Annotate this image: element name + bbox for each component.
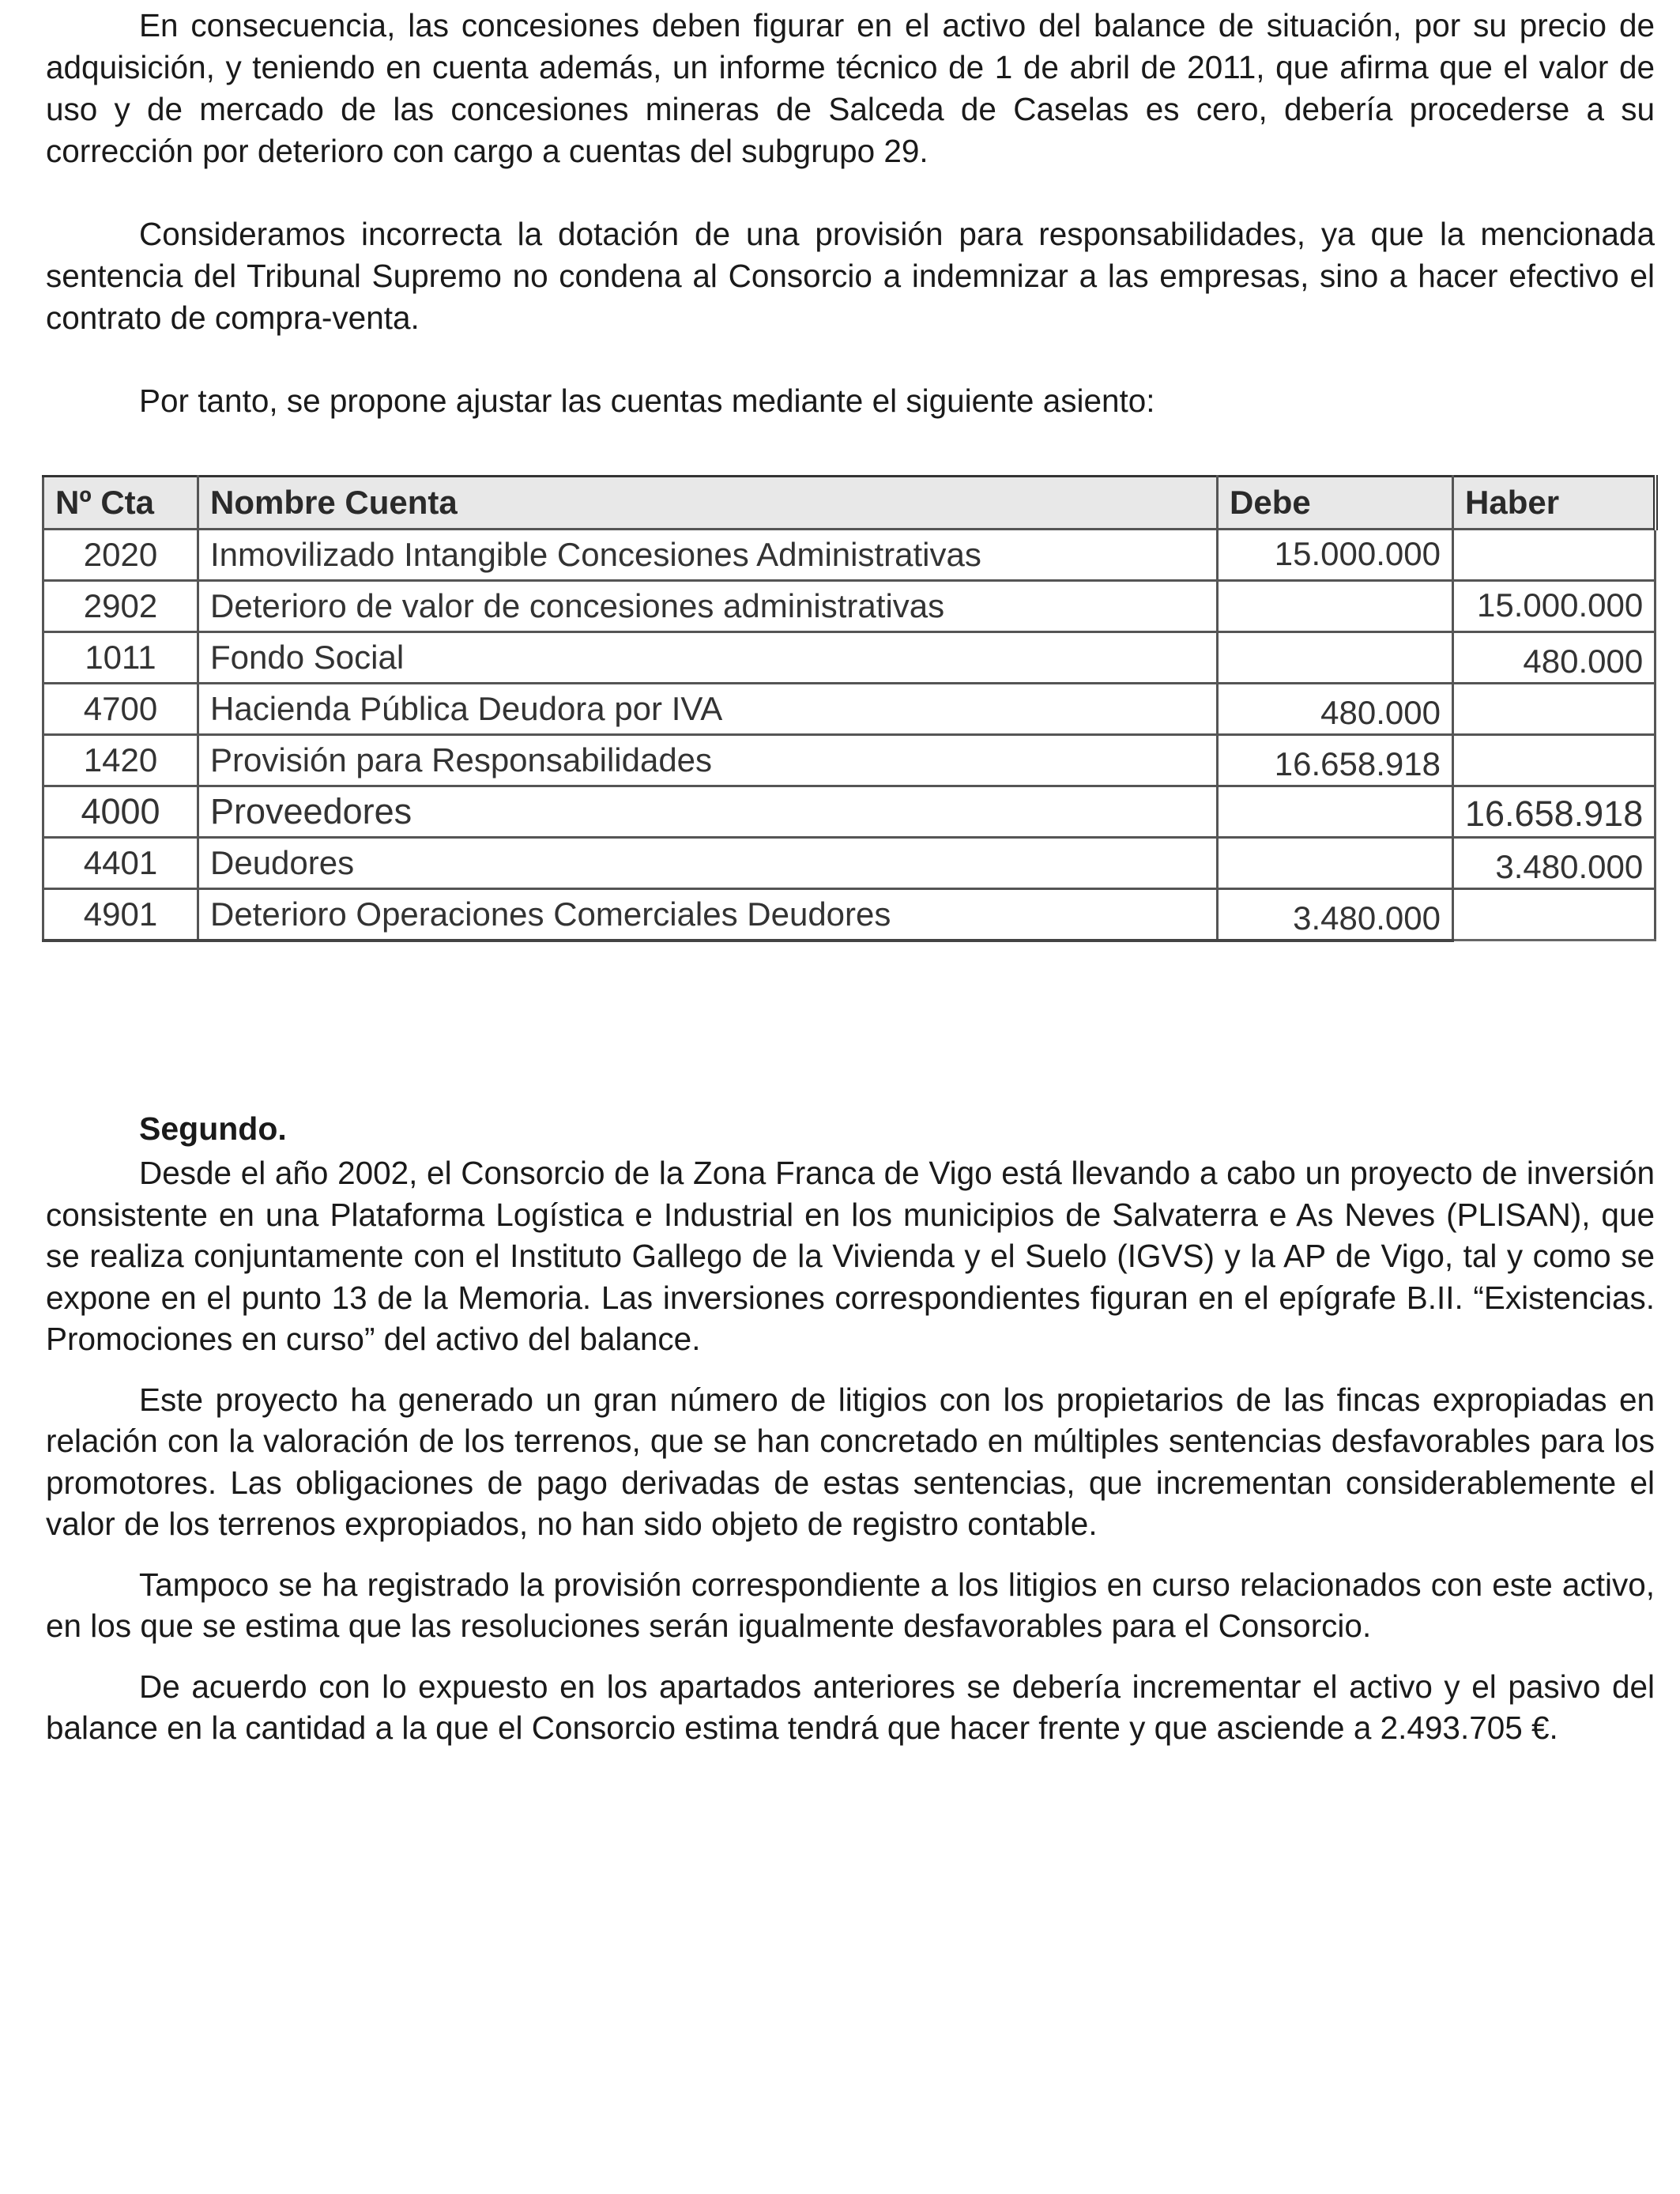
- table-row: [43, 632, 1656, 684]
- cell-haber: [1453, 530, 1656, 581]
- cell-haber: 480.000: [1453, 632, 1656, 684]
- cell-nombre: Proveedores: [198, 786, 1218, 838]
- table-row: [43, 786, 1656, 838]
- cell-haber: [1453, 889, 1656, 941]
- cell-nombre: Provisión para Responsabilidades: [198, 735, 1218, 786]
- table-row: [43, 889, 1656, 941]
- cell-debe: 3.480.000: [1218, 889, 1453, 941]
- cell-nombre: Fondo Social: [198, 632, 1218, 684]
- cell-haber: 15.000.000: [1453, 581, 1656, 632]
- paragraph-litigios: Este proyecto ha generado un gran número de litigios con los propietarios de las fincas expropiadas en relación con la valoración de los terrenos, que se han concretado en múltiples sentencias desfavorables para los promotores. Las obligaciones de pago derivadas de estas sentencias, que incrementan considerablemente el valor de los terrenos expropiados, no han sido objeto de registro contable.: [46, 1381, 1655, 1542]
- cell-cta: 4700: [43, 684, 198, 735]
- table-row: [43, 684, 1656, 735]
- cell-debe: 16.658.918: [1218, 735, 1453, 786]
- cell-nombre: Deterioro Operaciones Comerciales Deudores: [198, 889, 1218, 941]
- cell-cta: 4901: [43, 889, 198, 941]
- cell-nombre: Deudores: [198, 838, 1218, 889]
- paragraph-asiento-intro: Por tanto, se propone ajustar las cuentas mediante el siguiente asiento:: [139, 383, 1155, 419]
- cell-nombre: Inmovilizado Intangible Concesiones Administrativas: [198, 530, 1218, 581]
- header-debe: Debe: [1218, 477, 1453, 530]
- table-row: [43, 530, 1656, 581]
- paragraph-plisan: Desde el año 2002, el Consorcio de la Zona Franca de Vigo está llevando a cabo un proyecto de inversión consistente en una Plataforma Logística e Industrial en los municipios de Salvaterra e As Neves (PLISAN), que se realiza conjuntamente con el Instituto Gallego de la Vivienda y el Suelo (IGVS) y la AP de Vigo, tal y como se expone en el punto 13 de la Memoria. Las inversiones correspondientes figuran en el epígrafe B.II. “Existencias. Promociones en curso” del activo del balance.: [46, 1155, 1655, 1357]
- header-haber: Haber: [1453, 477, 1656, 530]
- table-row: [43, 735, 1656, 786]
- section-title: Segundo.: [139, 1110, 287, 1147]
- paragraph-concesiones: En consecuencia, las concesiones deben figurar en el activo del balance de situación, por su precio de adquisición, y teniendo en cuenta además, un informe técnico de 1 de abril de 2011, que afirma que el valor de uso y de mercado de las concesiones mineras de Salceda de Caselas es cero, debería procederse a su corrección por deterioro con cargo a cuentas del subgrupo 29.: [46, 7, 1655, 169]
- cell-debe: 15.000.000: [1218, 530, 1453, 581]
- cell-debe: [1218, 786, 1453, 838]
- table-row: [43, 581, 1656, 632]
- table-row: [43, 838, 1656, 889]
- paragraph-provision: Consideramos incorrecta la dotación de una provisión para responsabilidades, ya que la mencionada sentencia del Tribunal Supremo no condena al Consorcio a indemnizar a las empresas, sino a hacer efectivo el contrato de compra-venta.: [46, 216, 1655, 336]
- cell-cta: 4000: [43, 786, 198, 838]
- cell-haber: 3.480.000: [1453, 838, 1656, 889]
- cell-cta: 1420: [43, 735, 198, 786]
- document-page: [46, 0, 1655, 422]
- journal-entry-table: [42, 475, 1658, 942]
- cell-nombre: Hacienda Pública Deudora por IVA: [198, 684, 1218, 735]
- cell-cta: 4401: [43, 838, 198, 889]
- cell-debe: 480.000: [1218, 684, 1453, 735]
- cell-haber: [1453, 684, 1656, 735]
- paragraph-conclusion: De acuerdo con lo expuesto en los apartados anteriores se debería incrementar el activo y el pasivo del balance en la cantidad a la que el Consorcio estima tendrá que hacer frente y que asciende a 2.493.705 €.: [46, 1668, 1655, 1746]
- cell-haber: 16.658.918: [1453, 786, 1656, 838]
- header-nombre: Nombre Cuenta: [198, 477, 1218, 530]
- paragraph-provision-litigios: Tampoco se ha registrado la provisión correspondiente a los litigios en curso relacionados con este activo, en los que se estima que las resoluciones serán igualmente desfavorables para el Consorcio.: [46, 1566, 1655, 1644]
- cell-nombre: Deterioro de valor de concesiones administrativas: [198, 581, 1218, 632]
- header-cta: Nº Cta: [43, 477, 198, 530]
- cell-haber: [1453, 735, 1656, 786]
- cell-debe: [1218, 632, 1453, 684]
- cell-debe: [1218, 838, 1453, 889]
- cell-cta: 2902: [43, 581, 198, 632]
- section-segundo: [46, 1106, 1655, 1749]
- table-header-row: [43, 477, 1656, 530]
- cell-cta: 2020: [43, 530, 198, 581]
- cell-cta: 1011: [43, 632, 198, 684]
- cell-debe: [1218, 581, 1453, 632]
